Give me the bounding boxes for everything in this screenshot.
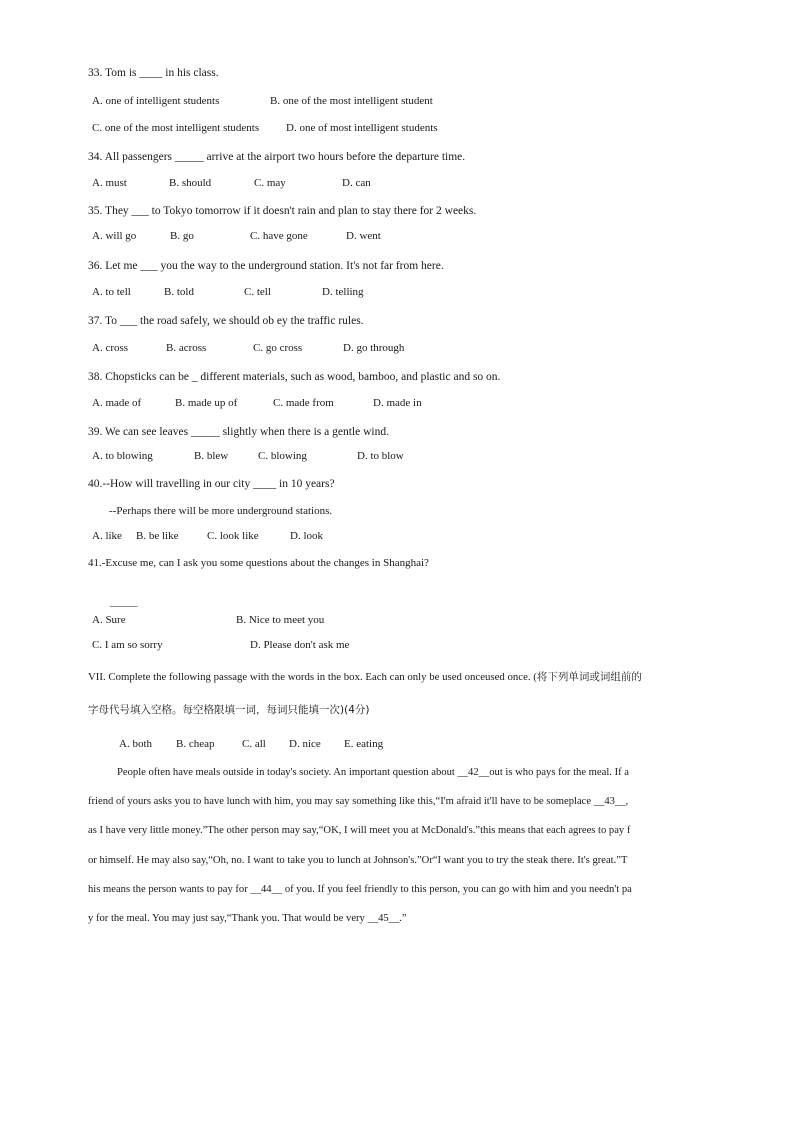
question-34-stem: 34. All passengers _____ arrive at the airport two hours before the departure time. <box>88 151 466 163</box>
passage-line-2: friend of yours asks you to have lunch with him, you may say something like this,“I'm afraid it'll have to be someplace __43__, <box>88 796 629 807</box>
q38-option-c: C. made from <box>273 397 334 409</box>
passage-line-3: as I have very little money.”The other person may say,“OK, I will meet you at McDonald's.”this means that each agrees to pay f <box>88 825 631 836</box>
question-36-stem: 36. Let me ___ you the way to the underground station. It's not far from here. <box>88 260 444 272</box>
q38-option-b: B. made up of <box>175 397 238 409</box>
q34-option-b: B. should <box>169 177 212 189</box>
question-35-stem: 35. They ___ to Tokyo tomorrow if it doesn't rain and plan to stay there for 2 weeks. <box>88 205 477 217</box>
box-word-a: A. both <box>119 738 152 750</box>
q39-option-d: D. to blow <box>357 450 404 462</box>
box-word-c: C. all <box>242 738 266 750</box>
q36-option-d: D. telling <box>322 286 364 298</box>
question-40-stem: 40.--How will travelling in our city ____ in 10 years? <box>88 478 335 490</box>
q36-option-c: C. tell <box>244 286 271 298</box>
q40-option-d: D. look <box>290 530 323 542</box>
q41-option-a: A. Sure <box>92 614 126 626</box>
box-word-e: E. eating <box>344 738 384 750</box>
q37-option-b: B. across <box>166 342 207 354</box>
question-37-stem: 37. To ___ the road safely, we should ob ey the traffic rules. <box>88 315 364 327</box>
q39-option-c: C. blowing <box>258 450 307 462</box>
q36-option-a: A. to tell <box>92 286 131 298</box>
q40-option-b: B. be like <box>136 530 179 542</box>
q37-option-d: D. go through <box>343 342 405 354</box>
question-38-stem: 38. Chopsticks can be _ different materials, such as wood, bamboo, and plastic and so on. <box>88 371 501 383</box>
q41-option-b: B. Nice to meet you <box>236 614 325 626</box>
section-title-en: VII. Complete the following passage with the words in the box. Each can only be used onceused once. ( <box>88 671 537 683</box>
q34-option-d: D. can <box>342 177 371 189</box>
q38-option-d: D. made in <box>373 397 422 409</box>
q41-option-d: D. Please don't ask me <box>250 639 350 651</box>
q33-option-b: B. one of the most intelligent student <box>270 95 433 107</box>
q35-option-a: A. will go <box>92 230 137 242</box>
q33-option-a: A. one of intelligent students <box>92 95 220 107</box>
q35-option-b: B. go <box>170 230 194 242</box>
q33-option-d: D. one of most intelligent students <box>286 122 438 134</box>
q37-option-c: C. go cross <box>253 342 303 354</box>
q40-option-a: A. like <box>92 530 122 542</box>
section-score: )(4分) <box>340 704 370 716</box>
q39-option-b: B. blew <box>194 450 229 462</box>
q41-option-c: C. I am so sorry <box>92 639 163 651</box>
q36-option-b: B. told <box>164 286 194 298</box>
passage-line-5: his means the person wants to pay for __44__ of you. If you feel friendly to this person, you can go with him and you needn't pa <box>88 884 632 895</box>
q34-option-c: C. may <box>254 177 286 189</box>
q35-option-c: C. have gone <box>250 230 308 242</box>
question-41-stem: 41.-Excuse me, can I ask you some questions about the changes in Shanghai? <box>88 557 429 569</box>
question-33-stem: 33. Tom is ____ in his class. <box>88 67 219 79</box>
q33-option-c: C. one of the most intelligent students <box>92 122 260 134</box>
q40-option-c: C. look like <box>207 530 259 542</box>
box-word-d: D. nice <box>289 738 321 750</box>
passage-line-4: or himself. He may also say,“Oh, no. I want to take you to lunch at Johnson's.”Or“I want you to try the steak there. It's great.”T <box>88 855 628 866</box>
q35-option-d: D. went <box>346 230 381 242</box>
q38-option-a: A. made of <box>92 397 142 409</box>
q37-option-a: A. cross <box>92 342 129 354</box>
box-word-b: B. cheap <box>176 738 215 750</box>
section-title-line1 <box>88 670 642 684</box>
q34-option-a: A. must <box>92 177 127 189</box>
q40-response: --Perhaps there will be more underground stations. <box>109 505 333 517</box>
passage-line-1: People often have meals outside in today's society. An important question about __42__out is who pays for the meal. If a <box>117 767 629 778</box>
passage-line-6: y for the meal. You may just say,“Thank you. That would be very __45__.” <box>88 913 407 924</box>
q39-option-a: A. to blowing <box>92 450 153 462</box>
section-title-cn1: 将下列单词或词组前的 <box>536 671 642 683</box>
q41-blank: _____ <box>110 596 138 608</box>
section-title-line2 <box>88 703 369 717</box>
question-39-stem: 39. We can see leaves _____ slightly when there is a gentle wind. <box>88 426 389 438</box>
section-title-cn2: 字母代号填入空格。每空格限填一词，每词只能填一次 <box>88 704 340 716</box>
